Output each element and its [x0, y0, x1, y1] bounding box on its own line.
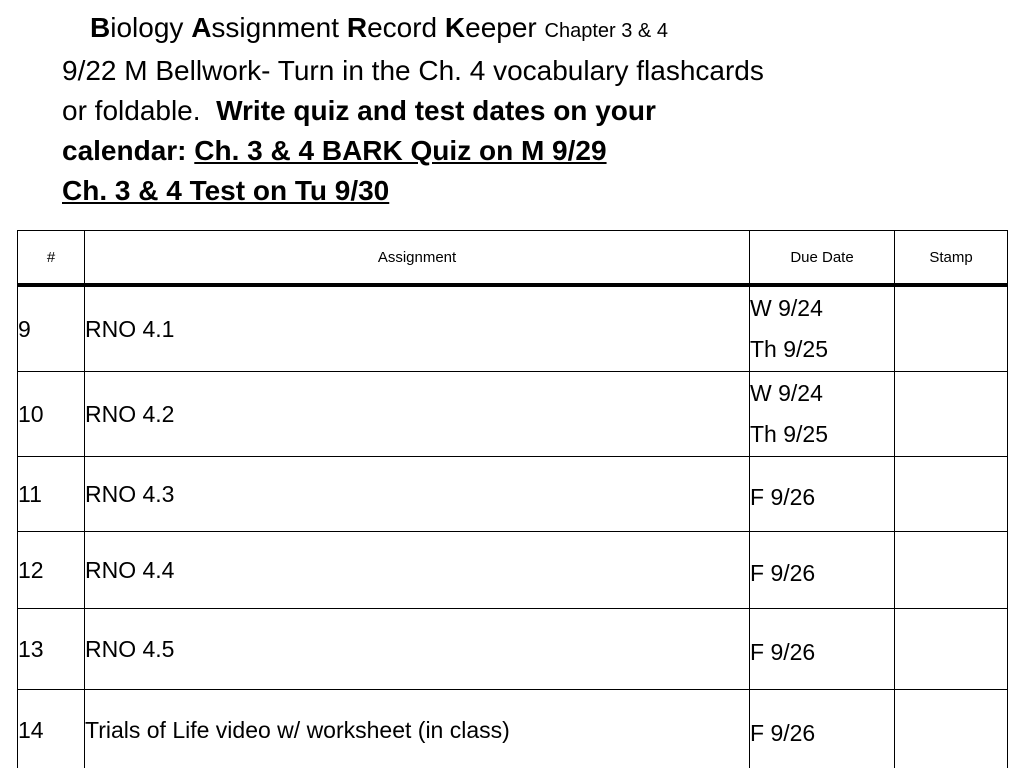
- instruction-bold-text: Write quiz and test dates on your: [216, 95, 656, 126]
- table-row: [18, 457, 1008, 532]
- title-cap: B: [90, 12, 111, 43]
- row-stamp: [895, 372, 1008, 457]
- due-date-line: W 9/24: [750, 380, 823, 406]
- header-number: #: [18, 231, 85, 286]
- title-word: ecord: [367, 12, 438, 43]
- title-cap: A: [191, 12, 212, 43]
- due-date-line: Th 9/25: [750, 336, 828, 362]
- title-cap: R: [346, 12, 368, 43]
- row-assignment: RNO 4.5: [85, 609, 750, 690]
- row-number: 10: [18, 372, 85, 457]
- due-date-line: F 9/26: [750, 720, 816, 746]
- table-row: [18, 532, 1008, 609]
- table-row: [18, 372, 1008, 457]
- due-date-line: F 9/26: [750, 560, 816, 586]
- row-number: 14: [18, 690, 85, 768]
- instruction-bold-text: calendar:: [62, 135, 187, 166]
- row-assignment: RNO 4.1: [85, 285, 750, 372]
- heading-block: [62, 8, 962, 211]
- title-cap: K: [444, 12, 466, 43]
- table-header-row: [18, 231, 1008, 286]
- quiz-date-text: Ch. 3 & 4 BARK Quiz on M 9/29: [194, 135, 607, 166]
- due-date-line: F 9/26: [750, 484, 816, 510]
- title-word: ssignment: [211, 12, 340, 43]
- row-assignment: RNO 4.2: [85, 372, 750, 457]
- row-number: 11: [18, 457, 85, 532]
- row-stamp: [895, 690, 1008, 768]
- row-due-date: [750, 532, 895, 609]
- header-due-date: Due Date: [750, 231, 895, 286]
- row-stamp: [895, 532, 1008, 609]
- instruction-line-1: 9/22 M Bellwork- Turn in the Ch. 4 vocabulary flashcards: [62, 55, 764, 86]
- row-number: 13: [18, 609, 85, 690]
- title-subtitle: Chapter 3 & 4: [544, 20, 668, 42]
- due-date-line: F 9/26: [750, 639, 816, 665]
- row-number: 12: [18, 532, 85, 609]
- instruction-text: or foldable.: [62, 95, 201, 126]
- assignment-table: [17, 230, 1008, 768]
- instruction-line-4: [62, 171, 962, 211]
- page-title: [62, 8, 962, 51]
- row-due-date: [750, 609, 895, 690]
- row-due-date: [750, 690, 895, 768]
- row-stamp: [895, 285, 1008, 372]
- row-assignment: RNO 4.4: [85, 532, 750, 609]
- row-stamp: [895, 457, 1008, 532]
- row-stamp: [895, 609, 1008, 690]
- table-row: [18, 690, 1008, 768]
- table-row: [18, 285, 1008, 372]
- instruction-line-3: [62, 131, 962, 171]
- instruction-line-2: [62, 91, 962, 131]
- test-date-text: Ch. 3 & 4 Test on Tu 9/30: [62, 175, 390, 206]
- header-assignment: Assignment: [85, 231, 750, 286]
- header-stamp: Stamp: [895, 231, 1008, 286]
- row-number: 9: [18, 285, 85, 372]
- due-date-line: W 9/24: [750, 295, 823, 321]
- row-due-date: [750, 285, 895, 372]
- title-word: iology: [110, 12, 184, 43]
- title-word: eeper: [465, 12, 537, 43]
- row-due-date: [750, 457, 895, 532]
- row-due-date: [750, 372, 895, 457]
- due-date-line: Th 9/25: [750, 421, 828, 447]
- row-assignment: Trials of Life video w/ worksheet (in class): [85, 690, 750, 768]
- row-assignment: RNO 4.3: [85, 457, 750, 532]
- table-row: [18, 609, 1008, 690]
